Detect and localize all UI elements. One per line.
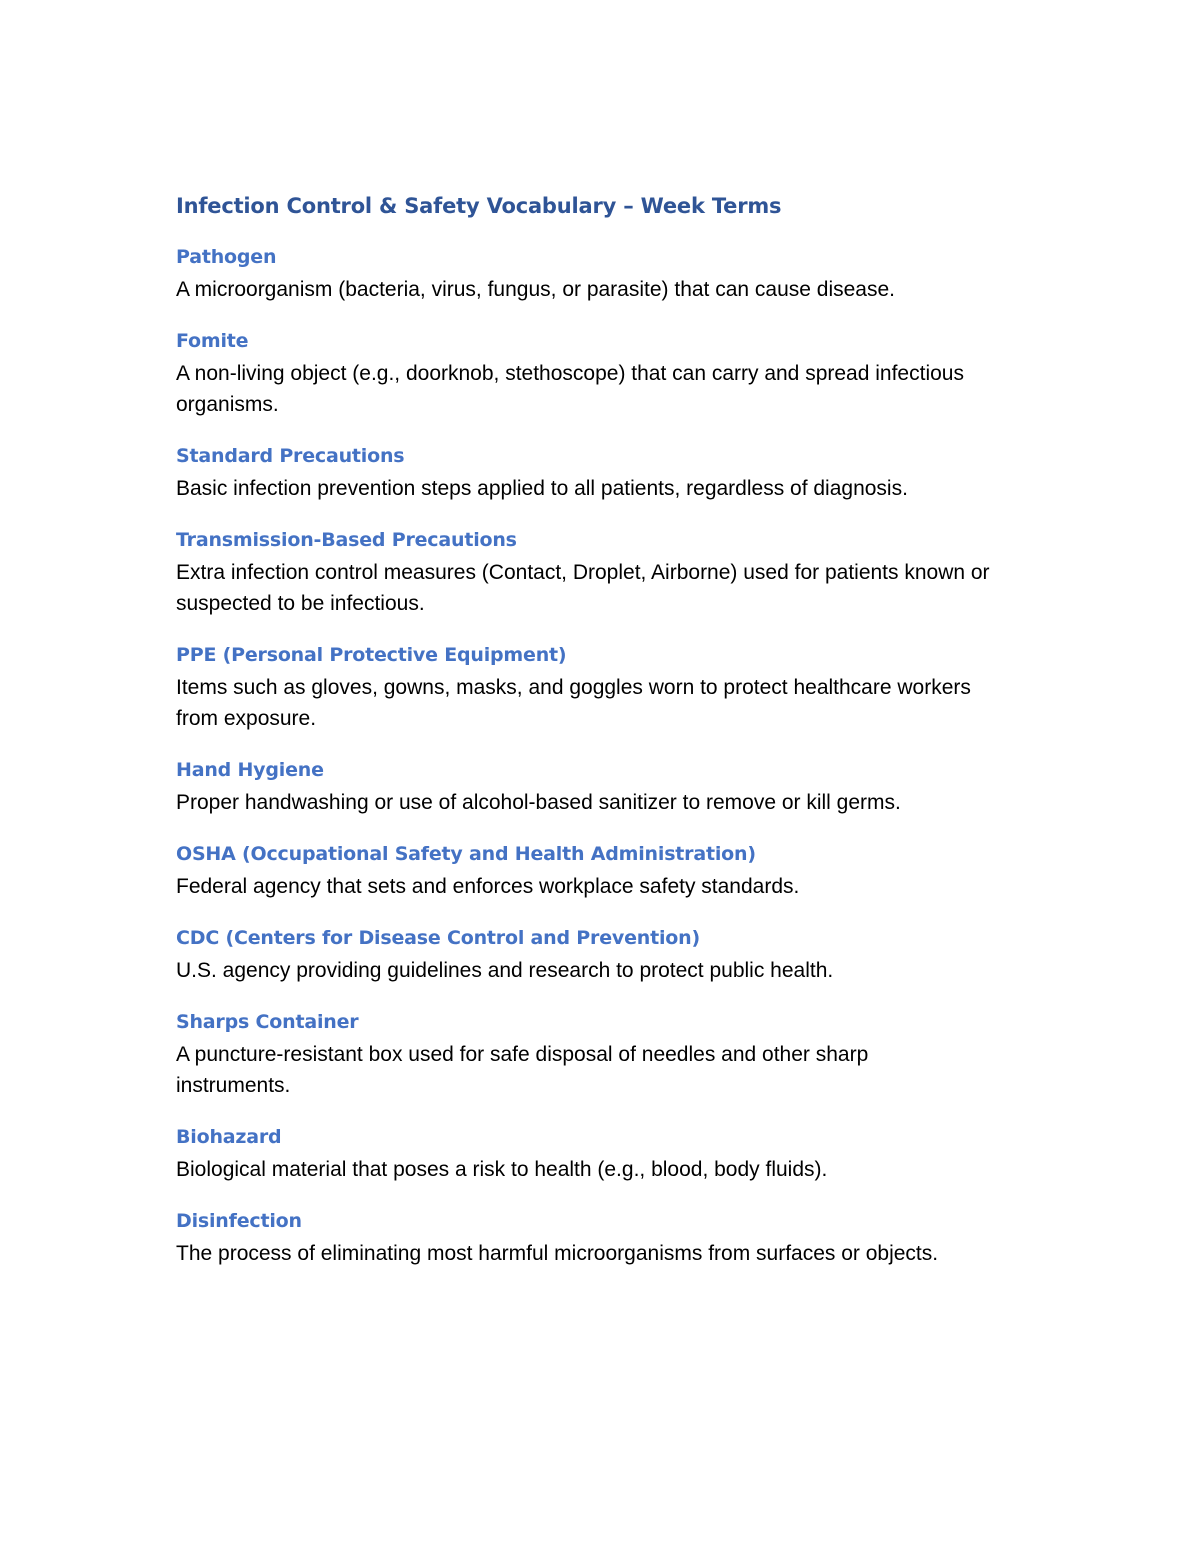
term-heading: Biohazard	[176, 1126, 282, 1148]
term-transmission-based-precautions	[176, 525, 1036, 619]
term-heading: OSHA (Occupational Safety and Health Administration)	[176, 843, 756, 865]
term-heading: PPE (Personal Protective Equipment)	[176, 644, 567, 666]
term-standard-precautions	[176, 441, 1036, 504]
document-title: Infection Control & Safety Vocabulary – Week Terms	[176, 194, 782, 218]
term-heading: Pathogen	[176, 246, 277, 268]
term-definition: A puncture-resistant box used for safe disposal of needles and other sharp instruments.	[176, 1043, 869, 1097]
term-definition: A microorganism (bacteria, virus, fungus, or parasite) that can cause disease.	[176, 278, 896, 301]
term-heading: Hand Hygiene	[176, 759, 324, 781]
term-heading: Standard Precautions	[176, 445, 405, 467]
term-definition: Biological material that poses a risk to health (e.g., blood, body fluids).	[176, 1158, 828, 1181]
term-definition: Proper handwashing or use of alcohol-based sanitizer to remove or kill germs.	[176, 791, 901, 814]
term-definition: Extra infection control measures (Contact, Droplet, Airborne) used for patients known or suspected to be infectious.	[176, 561, 990, 615]
term-definition: U.S. agency providing guidelines and research to protect public health.	[176, 959, 834, 982]
term-definition: Basic infection prevention steps applied to all patients, regardless of diagnosis.	[176, 477, 908, 500]
document-page	[176, 190, 1036, 1290]
term-definition: Items such as gloves, gowns, masks, and goggles worn to protect healthcare workers from exposure.	[176, 676, 971, 730]
term-ppe	[176, 640, 1036, 734]
term-biohazard	[176, 1122, 1036, 1185]
term-definition: A non-living object (e.g., doorknob, stethoscope) that can carry and spread infectious organisms.	[176, 362, 964, 416]
term-osha	[176, 839, 1036, 902]
term-definition: Federal agency that sets and enforces workplace safety standards.	[176, 875, 800, 898]
term-hand-hygiene	[176, 755, 1036, 818]
term-cdc	[176, 923, 1036, 986]
term-pathogen	[176, 242, 1036, 305]
term-heading: Fomite	[176, 330, 249, 352]
term-heading: Sharps Container	[176, 1011, 359, 1033]
term-heading: CDC (Centers for Disease Control and Prevention)	[176, 927, 700, 949]
term-disinfection	[176, 1206, 1036, 1269]
term-definition: The process of eliminating most harmful microorganisms from surfaces or objects.	[176, 1242, 939, 1265]
term-fomite	[176, 326, 1036, 420]
term-heading: Disinfection	[176, 1210, 302, 1232]
term-sharps-container	[176, 1007, 1036, 1101]
term-heading: Transmission-Based Precautions	[176, 529, 517, 551]
